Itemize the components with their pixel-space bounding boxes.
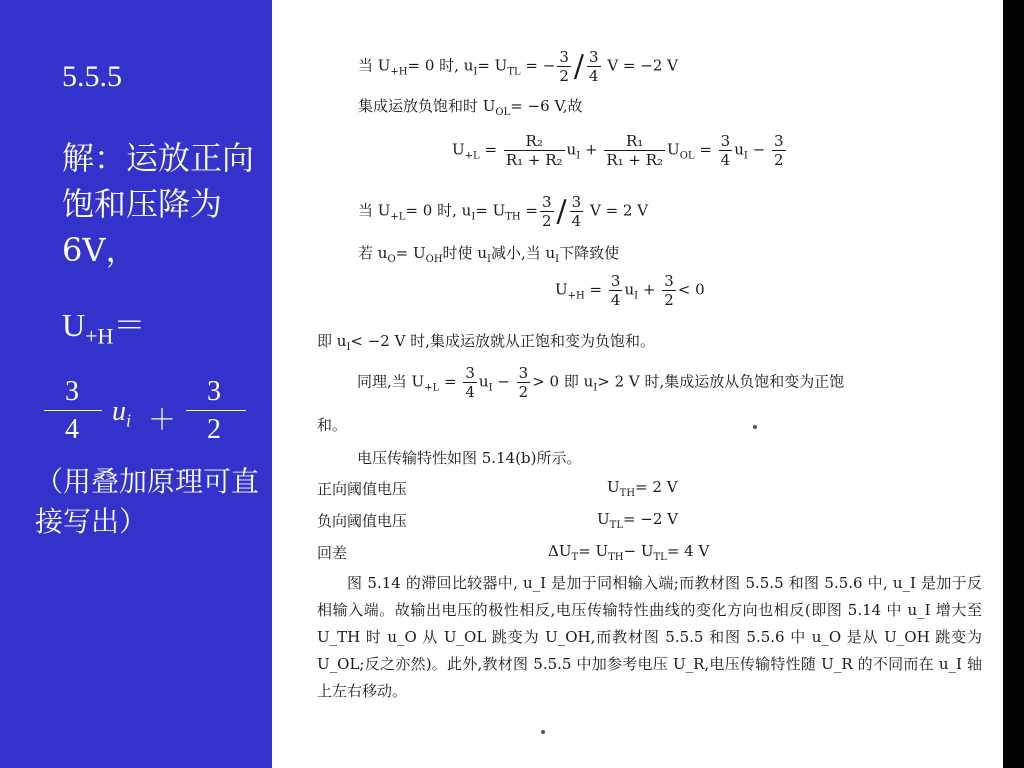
explanation-paragraph: 图 5.14 的滞回比较器中, u_I 是加于同相输入端;而教材图 5.5.5 和图 5.5.6 中, u_I 是加于反相输入端。故输出电压的极性相反,电压传输特性曲线的变化方向也相反(即图 5.14 中 u_I 增大至 U_TH 时 u_O 从 U_OL 跳变为 U_OH,而教材图 5.5.5 和图 5.5.6 中 u_O 是从 U_OH 跳变为 U_OL;反之亦然)。此外,教材图 5.5.5 中加参考电压 U_R,电压传输特性随 U_R 的不同而在 u_I 轴上左右移动。	[317, 574, 982, 700]
line-4: 当 $U_{+L}= 0$ 时, $u_I= U_{TH}$ = $\frac{3}{2}$ / $\frac{3}{4}$ V = 2 V	[358, 193, 649, 230]
line-8: 同理,当 $U_{+L}$ = $\frac{3}{4}$ $u_I$ − $\frac{3}{2}$ > 0 即 $u_I> 2$ V 时,集成运放从负饱和变为正饱	[357, 364, 845, 401]
formula-plus: ＋	[148, 405, 177, 436]
uh-subscript: +H	[85, 323, 114, 349]
line-1: 当 $U_{+H}= 0$ 时, $u_I= U_{TL}$ = − $\frac{3}{2}$ / $\frac{3}{4}$ V = −2 V	[358, 48, 678, 85]
left-panel	[0, 0, 272, 768]
formula-variable: $u_i$	[112, 396, 132, 431]
hysteresis-label: 回差	[317, 544, 348, 562]
section-number: 5.5.5	[62, 60, 122, 93]
page-edge	[1003, 0, 1024, 768]
threshold-neg-label: 负向阈值电压	[317, 512, 408, 530]
frac1-denominator: 4	[65, 414, 79, 445]
line-3-equation: $U_{+L}$ = $\frac{\text{R₂}}{\text{R₁ + R₂}}$ $u_I$ + $\frac{\text{R₁}}{\text{R₁ + R₂}}$ $U_{OL}$ = $\frac{3}{4}$ $u_I$ − $\frac{3}{2}$	[452, 132, 784, 169]
scan-dot	[541, 730, 545, 734]
left-formula	[40, 376, 260, 456]
frac2-denominator: 2	[207, 414, 221, 445]
frac2-bar	[186, 410, 246, 411]
note-text: （用叠加原理可直接写出）	[35, 465, 260, 538]
line-7: 即 $u_I< -2$ V 时,集成运放就从正饱和变为负饱和。	[317, 332, 655, 353]
uh-equals: ＝	[113, 307, 146, 343]
frac2-numerator: 3	[207, 376, 221, 407]
line-2: 集成运放负饱和时 $U_{OL}= -6$ V,故	[358, 97, 583, 118]
threshold-pos-value: $U_{TH}= 2$ V	[607, 478, 678, 499]
threshold-pos-label: 正向阈值电压	[317, 480, 408, 498]
solution-text: 解：运放正向饱和压降为6V，	[62, 139, 255, 269]
threshold-neg-value: $U_{TL}= -2$ V	[597, 510, 679, 531]
line-6-equation: $U_{+H}$ = $\frac{3}{4}$ $u_I$ + $\frac{3}{2}$ < 0	[555, 272, 705, 309]
scan-dot	[753, 425, 757, 429]
uh-symbol: U	[62, 307, 86, 343]
uh-equation	[62, 300, 145, 349]
frac1-numerator: 3	[65, 376, 79, 407]
line-9: 和。	[317, 416, 348, 434]
line-10: 电压传输特性如图 5.14(b)所示。	[357, 449, 582, 467]
hysteresis-value: $\Delta U_T= U_{TH}- U_{TL}= 4$ V	[548, 542, 710, 563]
line-5: 若 $u_O= U_{OH}$时使 $u_I$减小,当 $u_I$下降致使	[358, 244, 620, 265]
frac1-bar	[44, 410, 102, 411]
